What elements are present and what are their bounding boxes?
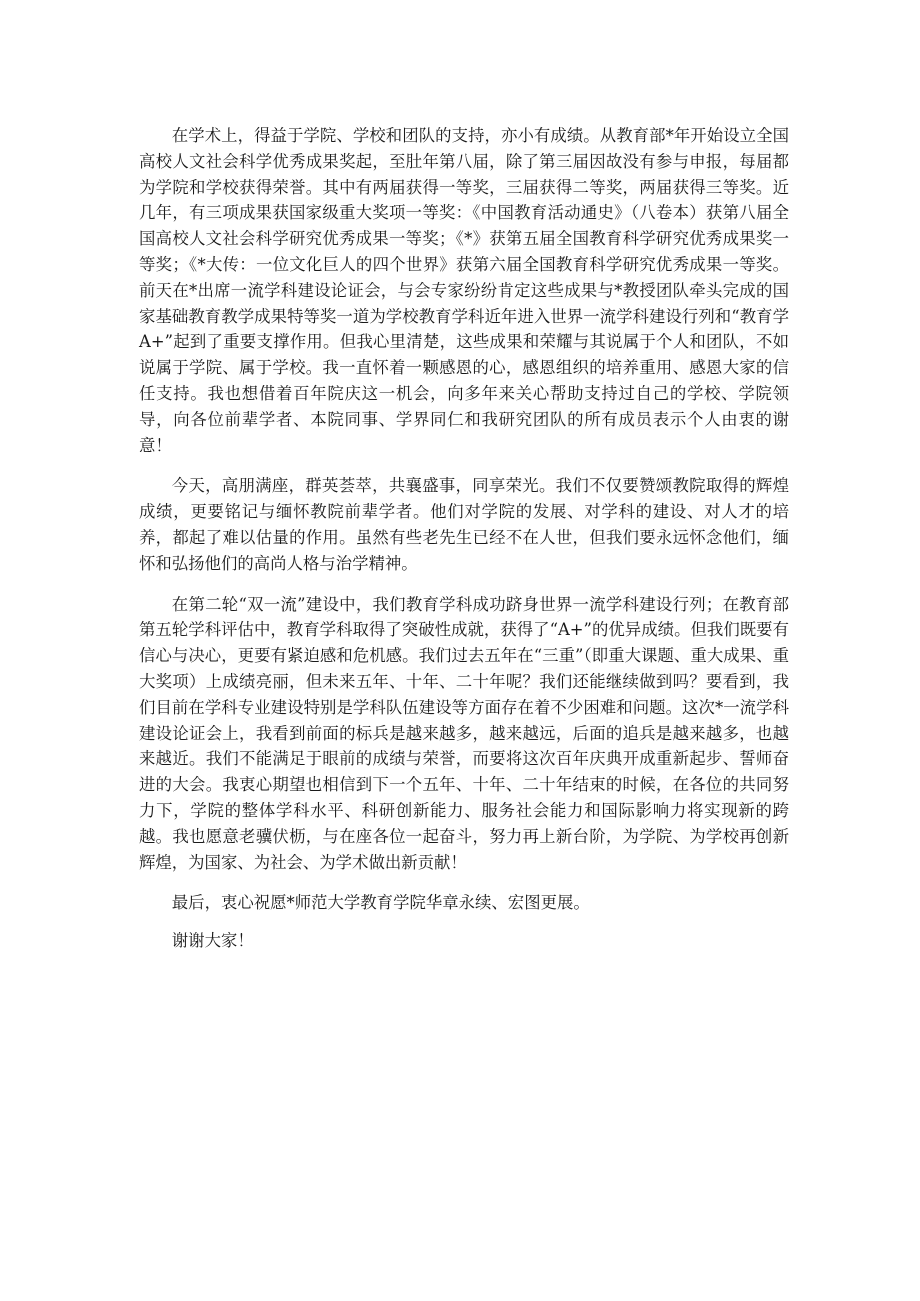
paragraph-thanks: 谢谢大家！ [171,931,254,951]
paragraph-tribute-predecessors: 今天，高朋满座，群英荟萃，共襄盛事，同享荣光。我们不仅要赞颂教院取得的辉煌成绩，更要铭记与缅怀教院前辈学者。他们对学院的发展、对学科的建设、对人才的培养，都起了难以估量的作用。虽然有些老先生已经不在人世，但我们要永远怀念他们，缅怀和弘扬他们的高尚人格与治学精神。 [139,476,789,573]
document-body [139,123,789,966]
paragraph-closing-wishes: 最后，衷心祝愿*师范大学教育学院华章永续、宏图更展。 [171,893,590,913]
paragraph-academic-achievements: 在学术上，得益于学院、学校和团队的支持，亦小有成绩。从教育部*年开始设立全国高校人文社会科学优秀成果奖起，至肚年第八届，除了第三届因故没有参与申报，每届都为学院和学校获得荣誉。其中有两届获得一等奖，三届获得二等奖，两届获得三等奖。近几年，有三项成果获国家级重大奖项一等奖：《中国教育活动通史》（八卷本）获第八届全国高校人文社会科学研究优秀成果一等奖；《*》获第五届全国教育科学研究优秀成果奖一等奖；《*大传：一位文化巨人的四个世界》获第六届全国教育科学研究优秀成果一等奖。前天在*出席一流学科建设论证会，与会专家纷纷肯定这些成果与*教授团队牵头完成的国家基础教育教学成果特等奖一道为学校教育学科近年进入世界一流学科建设行列和“教育学 A+”起到了重要支撑作用。但我心里清楚，这些成果和荣耀与其说属于个人和团队，不如说属于学院、属于学校。我一直怀着一颗感恩的心，感恩组织的培养重用、感恩大家的信任支持。我也想借着百年院庆这一机会，向多年来关心帮助支持过自己的学校、学院领导，向各位前辈学者、本院同事、学界同仁和我研究团队的所有成员表示个人由衷的谢意！ [139,126,789,455]
paragraph-double-first-class: 在第二轮“双一流”建设中，我们教育学科成功跻身世界一流学科建设行列；在教育部第五轮学科评估中，教育学科取得了突破性成就，获得了“A+”的优异成绩。但我们既要有信心与决心，更要有紧迫感和危机感。我们过去五年在“三重”（即重大课题、重大成果、重大奖项）上成绩亮丽，但未来五年、十年、二十年呢？我们还能继续做到吗？要看到，我们目前在学科专业建设特别是学科队伍建设等方面存在着不少困难和问题。这次*一流学科建设论证会上，我看到前面的标兵是越来越多，越来越远，后面的追兵是越来越多，也越来越近。我们不能满足于眼前的成绩与荣誉，而要将这次百年庆典开成重新起步、誓师奋进的大会。我衷心期望也相信到下一个五年、十年、二十年结束的时候，在各位的共同努力下，学院的整体学科水平、科研创新能力、服务社会能力和国际影响力将实现新的跨越。我也愿意老骥伏枥，与在座各位一起奋斗，努力再上新台阶，为学院、为学校再创新辉煌，为国家、为社会、为学术做出新贡献！ [139,594,789,872]
